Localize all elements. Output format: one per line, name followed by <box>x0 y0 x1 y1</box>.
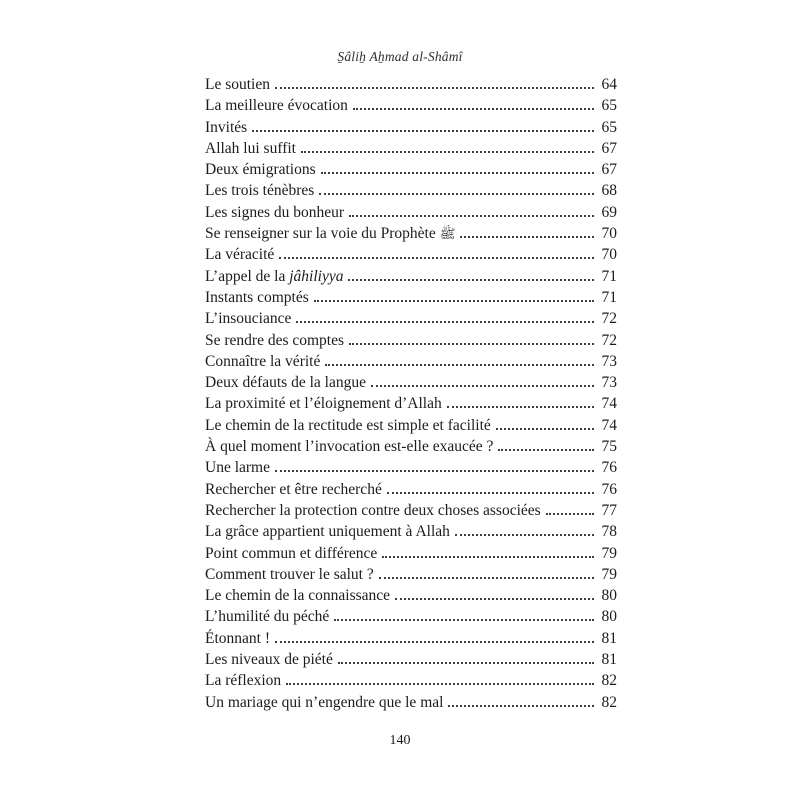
toc-entry-title: Deux défauts de la langue <box>205 374 366 392</box>
toc-entry <box>205 630 617 651</box>
toc-entry <box>205 289 617 310</box>
toc-entry-page: 76 <box>601 480 617 498</box>
toc-entry-page: 74 <box>601 395 617 413</box>
toc-entry-page: 73 <box>601 374 617 392</box>
dot-leader <box>498 446 594 451</box>
toc-entry-title: Une larme <box>205 459 270 477</box>
toc-entry <box>205 182 617 203</box>
toc-entry <box>205 694 617 715</box>
dot-leader <box>448 702 594 707</box>
dot-leader <box>371 382 594 387</box>
toc-entry-page: 67 <box>601 161 617 179</box>
toc-entry <box>205 672 617 693</box>
toc-entry-title: La véracité <box>205 246 275 264</box>
toc-entry-page: 77 <box>601 501 617 519</box>
toc-entry-page: 75 <box>601 438 617 456</box>
toc-entry-title: Les niveaux de piété <box>205 651 333 669</box>
toc-entry-page: 71 <box>601 288 617 306</box>
toc-entry <box>205 97 617 118</box>
toc-entry-page: 72 <box>601 310 617 328</box>
toc-entry-title: Invités <box>205 118 248 136</box>
toc-entry-page: 81 <box>601 629 617 647</box>
table-of-contents <box>205 76 617 715</box>
toc-entry-title: Un mariage qui n’engendre que le mal <box>205 693 444 711</box>
toc-entry <box>205 246 617 267</box>
toc-entry-title: Point commun et différence <box>205 544 378 562</box>
toc-entry-title: Se renseigner sur la voie du Prophète <box>205 225 436 243</box>
toc-entry-title: À quel moment l’invocation est-elle exaucée ? <box>205 438 494 456</box>
dot-leader <box>319 190 594 195</box>
dot-leader <box>325 361 594 366</box>
toc-entry-title: Le chemin de la connaissance <box>205 587 391 605</box>
toc-entry <box>205 353 617 374</box>
toc-entry-page: 72 <box>601 331 617 349</box>
toc-entry-title: Le chemin de la rectitude est simple et facilité <box>205 416 491 434</box>
toc-entry-title: La réflexion <box>205 672 282 690</box>
toc-entry-page: 70 <box>601 246 617 264</box>
dot-leader <box>275 467 594 472</box>
toc-entry-title: Instants comptés <box>205 288 309 306</box>
toc-entry-title: Comment trouver le salut ? <box>205 565 374 583</box>
toc-entry <box>205 76 617 97</box>
dot-leader <box>447 403 594 408</box>
toc-entry-page: 67 <box>601 139 617 157</box>
toc-entry <box>205 545 617 566</box>
dot-leader <box>301 148 594 153</box>
dot-leader <box>546 510 594 515</box>
toc-entry-page: 73 <box>601 352 617 370</box>
toc-entry <box>205 566 617 587</box>
dot-leader <box>349 340 594 345</box>
toc-entry-page: 82 <box>601 693 617 711</box>
dot-leader <box>353 105 594 110</box>
toc-entry <box>205 119 617 140</box>
toc-entry-title: Connaître la vérité <box>205 352 321 370</box>
toc-entry-title: Rechercher et être recherché <box>205 480 382 498</box>
dot-leader <box>382 553 594 558</box>
dot-leader <box>321 169 594 174</box>
toc-entry <box>205 310 617 331</box>
toc-entry-title: La meilleure évocation <box>205 97 348 115</box>
toc-entry-page: 80 <box>601 587 617 605</box>
dot-leader <box>275 84 594 89</box>
dot-leader <box>349 212 594 217</box>
toc-entry <box>205 481 617 502</box>
toc-entry-page: 71 <box>601 267 617 285</box>
dot-leader <box>334 616 594 621</box>
toc-entry-title: La proximité et l’éloignement d’Allah <box>205 395 442 413</box>
dot-leader <box>314 297 594 302</box>
toc-entry-page: 70 <box>601 225 617 243</box>
toc-entry-title: Les signes du bonheur <box>205 203 345 221</box>
toc-entry <box>205 374 617 395</box>
dot-leader <box>296 318 594 323</box>
toc-entry-page: 69 <box>601 203 617 221</box>
dot-leader <box>379 574 594 579</box>
toc-entry-title: Étonnant ! <box>205 629 270 647</box>
toc-entry-title: L’insouciance <box>205 310 292 328</box>
dot-leader <box>348 276 594 281</box>
toc-entry <box>205 332 617 353</box>
toc-entry-title: Le soutien <box>205 76 270 93</box>
toc-entry-page: 79 <box>601 544 617 562</box>
toc-entry <box>205 651 617 672</box>
dot-leader <box>460 233 594 238</box>
toc-entry-page: 64 <box>601 76 617 93</box>
toc-entry-page: 78 <box>601 523 617 541</box>
toc-entry-page: 65 <box>601 97 617 115</box>
toc-entry-title: L’humilité du péché <box>205 608 330 626</box>
toc-entry-title: La grâce appartient uniquement à Allah <box>205 523 450 541</box>
toc-entry <box>205 587 617 608</box>
toc-entry-page: 68 <box>601 182 617 200</box>
toc-entry-title: Allah lui suffit <box>205 139 296 157</box>
prophet-saw-symbol: ﷺ <box>439 226 456 242</box>
toc-entry-page: 74 <box>601 416 617 434</box>
dot-leader <box>286 680 594 685</box>
toc-entry-title: Deux émigrations <box>205 161 316 179</box>
toc-entry-title: Rechercher la protection contre deux choses associées <box>205 501 541 519</box>
toc-entry <box>205 225 617 246</box>
toc-entry-title: Se rendre des comptes <box>205 331 345 349</box>
toc-entry-page: 65 <box>601 118 617 136</box>
toc-entry-page: 79 <box>601 565 617 583</box>
toc-entry-title: L’appel de la jâhiliyya <box>205 267 344 285</box>
dot-leader <box>496 425 594 430</box>
dot-leader <box>275 638 594 643</box>
toc-entry <box>205 204 617 225</box>
page-number: 140 <box>389 733 411 748</box>
toc-entry <box>205 523 617 544</box>
toc-entry-page: 81 <box>601 651 617 669</box>
toc-entry <box>205 417 617 438</box>
toc-entry <box>205 438 617 459</box>
dot-leader <box>395 595 594 600</box>
toc-entry-page: 76 <box>601 459 617 477</box>
dot-leader <box>279 254 594 259</box>
toc-entry-page: 80 <box>601 608 617 626</box>
dot-leader <box>455 531 594 536</box>
toc-entry <box>205 608 617 629</box>
toc-entry <box>205 502 617 523</box>
dot-leader <box>338 659 594 664</box>
dot-leader <box>387 489 594 494</box>
running-header-author: S̱âliẖ Aẖmad al-Shâmî <box>337 49 463 64</box>
toc-entry <box>205 459 617 480</box>
dot-leader <box>252 127 594 132</box>
toc-entry-title: Les trois ténèbres <box>205 182 315 200</box>
toc-entry <box>205 268 617 289</box>
toc-entry <box>205 395 617 416</box>
toc-entry <box>205 140 617 161</box>
toc-entry-page: 82 <box>601 672 617 690</box>
toc-entry <box>205 161 617 182</box>
